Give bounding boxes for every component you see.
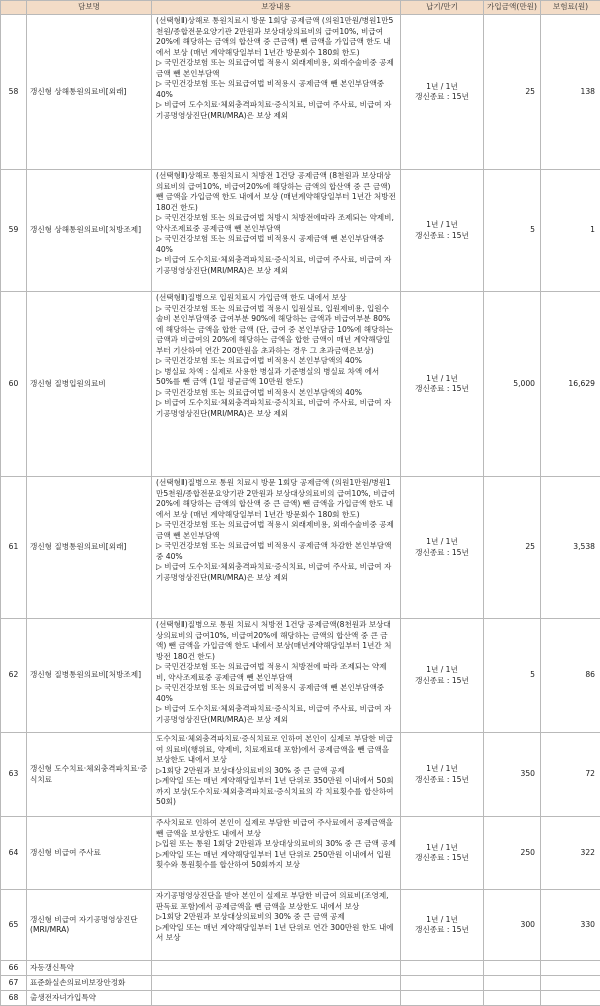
insured-amount: 5 [484, 170, 541, 292]
insured-amount [484, 976, 541, 991]
header-no [1, 1, 27, 15]
coverage-name: 표준화실손의료비보장안정화 [27, 976, 152, 991]
insured-amount: 350 [484, 733, 541, 817]
coverage-details [152, 961, 401, 976]
coverage-details [152, 991, 401, 1006]
coverage-details: 자기공명영상진단을 받아 본인이 실제로 부담한 비급여 의료비(조영제, 판독료 포함)에서 공제금액을 뺀 금액을 보상한도 내에서 보상 ▷1회당 2만원과 보상대상의료비의 30% 중 큰 금액 공제 ▷계약일 또는 매년 계약해당일부터 1년 단위로 연간 300만원 한도 내에서 보상 [152, 890, 401, 961]
premium [541, 991, 600, 1006]
premium: 322 [541, 817, 600, 890]
coverage-details: 도수치료·체외충격파치료·증식치료로 인하여 본인이 실제로 부담한 비급여 의료비(행위료, 약제비, 치료재료대 포함)에서 공제금액을 뺀 금액을 보상한도 내에서 보상 ▷1회당 2만원과 보상대상의료비의 30% 중 큰 금액 공제 ▷계약일 또는 매년 계약해당일부터 1년 단위로 350만원 이내에서 50회까지 보상(도수치료·체외충격파치료·증식치료의 각 치료횟수를 합산하여 50회) [152, 733, 401, 817]
insured-amount: 5,000 [484, 292, 541, 477]
table-row [1, 890, 600, 961]
table-body [1, 15, 600, 1006]
insured-amount: 25 [484, 15, 541, 170]
table-row [1, 961, 600, 976]
header-premium: 보험료(원) [541, 1, 600, 15]
coverage-name: 갱신형 도수치료·체외충격파치료·증식치료 [27, 733, 152, 817]
row-number: 64 [1, 817, 27, 890]
payment-period [401, 976, 484, 991]
row-number: 68 [1, 991, 27, 1006]
row-number: 61 [1, 477, 27, 619]
payment-period: 1년 / 1년 갱신종료 : 15년 [401, 733, 484, 817]
insured-amount: 300 [484, 890, 541, 961]
coverage-name: 갱신형 질병통원의료비[외래] [27, 477, 152, 619]
table-row [1, 976, 600, 991]
table-row [1, 15, 600, 170]
header-coverage-name: 담보명 [27, 1, 152, 15]
coverage-details: (선택형Ⅱ)상해로 통원치료시 처방전 1건당 공제금액 (8천원과 보상대상의료비의 급여10%, 비급여20%에 해당하는 금액의 합산액 중 큰 금액) 뺀 금액을 가입금액 한도 내에서 보상 (매년계약해당일부터 1년간 처방전 180건 한도) ▷ 국민건강보험 또는 의료급여법 처방시 처방전에따라 조제되는 약제비, 약사조제료중 공제금액 뺀 본인부담액 ▷ 국민건강보험 또는 의료급여법 비적용시 공제금액 뺀 본인부담액중 40% ▷ 비급여 도수치료·체외충격파치료·증식치료, 비급여 주사료, 비급여 자기공명영상진단(MRI/MRA)은 보상 제외 [152, 170, 401, 292]
coverage-name: 갱신형 질병입원의료비 [27, 292, 152, 477]
header-coverage-details: 보장내용 [152, 1, 401, 15]
premium: 138 [541, 15, 600, 170]
table-row [1, 733, 600, 817]
table-row [1, 991, 600, 1006]
premium [541, 961, 600, 976]
insured-amount: 25 [484, 477, 541, 619]
coverage-name: 자동갱신특약 [27, 961, 152, 976]
payment-period: 1년 / 1년 갱신종료 : 15년 [401, 170, 484, 292]
insured-amount [484, 961, 541, 976]
coverage-details: (선택형Ⅱ)상해로 통원치료시 방문 1회당 공제금액 (의원1만원/병원1만5천원/종합전문요양기관 2만원과 보상대상의료비의 급여10%, 비급여20%에 해당하는 금액의 합산액 중 큰금액) 뺀 금액을 가입금액 한도 내에서 보상 (매년 계약해당일부터 1년간 방문회수 180회 한도) ▷ 국민건강보험 또는 의료급여법 적용시 외래제비용, 외래수술비중 공제금액 뺀 본인부담액 ▷ 국민건강보험 또는 의료급여법 비적용시 공제금액 뺀 본인부담액중 40% ▷ 비급여 도수치료·체외충격파치료·증식치료, 비급여 주사료, 비급여 자기공명영상진단(MRI/MRA)은 보상 제외 [152, 15, 401, 170]
payment-period: 1년 / 1년 갱신종료 : 15년 [401, 817, 484, 890]
table-row [1, 170, 600, 292]
premium [541, 976, 600, 991]
coverage-name: 출생전자녀가입특약 [27, 991, 152, 1006]
payment-period [401, 991, 484, 1006]
payment-period: 1년 / 1년 갱신종료 : 15년 [401, 477, 484, 619]
row-number: 67 [1, 976, 27, 991]
table-row [1, 619, 600, 733]
row-number: 63 [1, 733, 27, 817]
header-insured-amount: 가입금액(만원) [484, 1, 541, 15]
header-payment-period: 납기/만기 [401, 1, 484, 15]
row-number: 65 [1, 890, 27, 961]
table-row [1, 817, 600, 890]
row-number: 58 [1, 15, 27, 170]
row-number: 60 [1, 292, 27, 477]
coverage-name: 갱신형 비급여 주사료 [27, 817, 152, 890]
payment-period: 1년 / 1년 갱신종료 : 15년 [401, 619, 484, 733]
payment-period: 1년 / 1년 갱신종료 : 15년 [401, 890, 484, 961]
coverage-details: (선택형Ⅱ)질병으로 통원 치료시 처방전 1건당 공제금액(8천원과 보상대상의료비의 급여10%, 비급여20%에 해당하는 금액의 합산액 중 큰 금액) 뺀 금액을 가입금액 한도 내에서 보상(매년계약해당일부터 1년간 처방전 180건 한도) ▷ 국민건강보험 또는 의료급여법 적용시 처방전에 따라 조제되는 약제비, 약사조제료중 공제금액 뺀 본인부담액 ▷ 국민건강보험 또는 의료급여법 비적용시 공제금액 뺀 본인부담액중 40% ▷ 비급여 도수치료·체외충격파치료·증식치료, 비급여 주사료, 비급여 자기공명영상진단(MRI/MRA)은 보상 제외 [152, 619, 401, 733]
coverage-name: 갱신형 상해통원의료비[처방조제] [27, 170, 152, 292]
payment-period: 1년 / 1년 갱신종료 : 15년 [401, 15, 484, 170]
premium: 1 [541, 170, 600, 292]
coverage-details: 주사치료로 인하여 본인이 실제로 부담한 비급여 주사료에서 공제금액을 뺀 금액을 보상한도 내에서 보상 ▷입원 또는 통원 1회당 2만원과 보상대상의료비의 30% 중 큰 금액 공제 ▷계약일 또는 매년 계약해당일부터 1년 단위로 250만원 이내에서 입원횟수와 통원횟수를 합산하여 50회까지 보상 [152, 817, 401, 890]
premium: 86 [541, 619, 600, 733]
insured-amount: 5 [484, 619, 541, 733]
row-number: 59 [1, 170, 27, 292]
coverage-name: 갱신형 상해통원의료비[외래] [27, 15, 152, 170]
premium: 3,538 [541, 477, 600, 619]
row-number: 66 [1, 961, 27, 976]
coverage-details: (선택형Ⅱ)질병으로 입원치료시 가입금액 한도 내에서 보상 ▷ 국민건강보험 또는 의료급여법 적용시 입원실료, 입원제비용, 입원수술비 본인부담액중 급여부분 90%에 해당하는 금액과 비급여부분 80%에 해당하는 금액을 합한 금액 (단, 급여 중 본인부담금 10%에 해당하는 금액과 비급여의 20%에 해당하는 금액을 합한 금액이 매년 계약해당일부터 기산하여 연간 200만원을 초과하는 경우 그 초과금액은보상) ▷ 국민건강보험 또는 의료급여법 비적용시 본인부담액의 40% ▷ 병실료 차액 : 실제로 사용한 병실과 기준병실의 병실료 차액 에서 50%를 뺀 금액 (1일 평균금액 10만원 한도) ▷ 국민건강보험 또는 의료급여법 비적용시 본인부담액의 40% ▷ 비급여 도수치료·체외충격파치료·증식치료, 비급여 주사료, 비급여 자기공명영상진단(MRI/MRA)은 보상 제외 [152, 292, 401, 477]
coverage-name: 갱신형 비급여 자기공명영상진단(MRI/MRA) [27, 890, 152, 961]
row-number: 62 [1, 619, 27, 733]
table-row [1, 292, 600, 477]
payment-period [401, 961, 484, 976]
premium: 72 [541, 733, 600, 817]
insured-amount: 250 [484, 817, 541, 890]
coverage-details [152, 976, 401, 991]
coverage-name: 갱신형 질병통원의료비[처방조제] [27, 619, 152, 733]
table-header-row [1, 1, 600, 15]
premium: 330 [541, 890, 600, 961]
coverage-details: (선택형Ⅱ)질병으로 통원 치료시 방문 1회당 공제금액 (의원1만원/병원1만5천원/종합전문요양기관 2만원과 보상대상의료비의 급여10%, 비급여20%에 해당하는 금액의 합산액 중 큰 금액) 뺀 금액을 가입금액 한도 내에서 보상 (매년 계약해당일부터 1년간 방문회수 180회 한도) ▷ 국민건강보험 또는 의료급여법 적용시 외래제비용, 외래수술비중 공제금액 뺀 본인부담액 ▷ 국민건강보험 또는 의료급여법 비적용시 공제금액 차감한 본인부담액중 40% ▷ 비급여 도수치료·체외충격파치료·증식치료, 비급여 주사료, 비급여 자기공명영상진단(MRI/MRA)은 보상 제외 [152, 477, 401, 619]
payment-period: 1년 / 1년 갱신종료 : 15년 [401, 292, 484, 477]
insured-amount [484, 991, 541, 1006]
premium: 16,629 [541, 292, 600, 477]
table-row [1, 477, 600, 619]
